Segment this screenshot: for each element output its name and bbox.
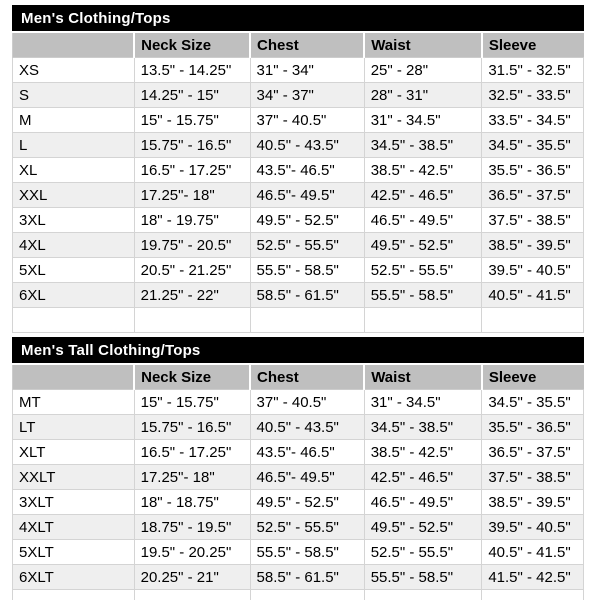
table-row-mt	[13, 390, 584, 415]
empty-cell	[250, 308, 364, 333]
measurement-cell: 49.5" - 52.5"	[364, 233, 482, 258]
table-row-xl	[13, 158, 584, 183]
empty-cell	[13, 308, 135, 333]
size-label: XLT	[13, 440, 135, 465]
measurement-cell: 20.5" - 21.25"	[134, 258, 250, 283]
measurement-cell: 52.5" - 55.5"	[364, 540, 482, 565]
measurement-cell: 37" - 40.5"	[250, 108, 364, 133]
table-row-xs	[13, 58, 584, 83]
table-body	[13, 58, 584, 333]
table-header-row	[13, 33, 584, 58]
column-header-blank	[13, 33, 135, 58]
size-label: 5XLT	[13, 540, 135, 565]
table-header-row	[13, 365, 584, 390]
measurement-cell: 16.5" - 17.25"	[134, 158, 250, 183]
column-header-neck-size: Neck Size	[134, 33, 250, 58]
measurement-cell: 16.5" - 17.25"	[134, 440, 250, 465]
header-row	[13, 33, 584, 58]
measurement-cell: 46.5"- 49.5"	[250, 183, 364, 208]
measurement-cell: 46.5" - 49.5"	[364, 208, 482, 233]
measurement-cell: 58.5" - 61.5"	[250, 283, 364, 308]
measurement-cell: 46.5"- 49.5"	[250, 465, 364, 490]
size-label: XL	[13, 158, 135, 183]
measurement-cell: 41.5" - 42.5"	[482, 565, 584, 590]
measurement-cell: 52.5" - 55.5"	[250, 515, 364, 540]
measurement-cell: 52.5" - 55.5"	[250, 233, 364, 258]
measurement-cell: 34.5" - 35.5"	[482, 133, 584, 158]
table-row-3xl	[13, 208, 584, 233]
measurement-cell: 31" - 34.5"	[364, 108, 482, 133]
measurement-cell: 15.75" - 16.5"	[134, 133, 250, 158]
column-header-waist: Waist	[364, 33, 482, 58]
measurement-cell: 40.5" - 41.5"	[482, 540, 584, 565]
size-table-mens-tall	[12, 365, 584, 600]
measurement-cell: 35.5" - 36.5"	[482, 158, 584, 183]
table-row-lt	[13, 415, 584, 440]
measurement-cell: 46.5" - 49.5"	[364, 490, 482, 515]
measurement-cell: 34.5" - 38.5"	[364, 415, 482, 440]
empty-cell	[364, 308, 482, 333]
measurement-cell: 17.25"- 18"	[134, 465, 250, 490]
measurement-cell: 33.5" - 34.5"	[482, 108, 584, 133]
measurement-cell: 18" - 19.75"	[134, 208, 250, 233]
table-title-mens-tall: Men's Tall Clothing/Tops	[12, 337, 584, 363]
measurement-cell: 58.5" - 61.5"	[250, 565, 364, 590]
measurement-cell: 55.5" - 58.5"	[364, 283, 482, 308]
measurement-cell: 31" - 34.5"	[364, 390, 482, 415]
table-row-m	[13, 108, 584, 133]
header-row	[13, 365, 584, 390]
measurement-cell: 37.5" - 38.5"	[482, 465, 584, 490]
measurement-cell: 32.5" - 33.5"	[482, 83, 584, 108]
measurement-cell: 49.5" - 52.5"	[364, 515, 482, 540]
table-row-4xlt	[13, 515, 584, 540]
empty-row	[13, 590, 584, 600]
size-label: LT	[13, 415, 135, 440]
measurement-cell: 40.5" - 43.5"	[250, 415, 364, 440]
measurement-cell: 25" - 28"	[364, 58, 482, 83]
measurement-cell: 34.5" - 35.5"	[482, 390, 584, 415]
column-header-sleeve: Sleeve	[482, 365, 584, 390]
measurement-cell: 39.5" - 40.5"	[482, 258, 584, 283]
measurement-cell: 39.5" - 40.5"	[482, 515, 584, 540]
column-header-chest: Chest	[250, 365, 364, 390]
size-chart-mens-tall	[12, 337, 584, 600]
table-row-5xl	[13, 258, 584, 283]
measurement-cell: 20.25" - 21"	[134, 565, 250, 590]
measurement-cell: 19.75" - 20.5"	[134, 233, 250, 258]
table-row-6xl	[13, 283, 584, 308]
measurement-cell: 17.25"- 18"	[134, 183, 250, 208]
empty-cell	[134, 308, 250, 333]
column-header-blank	[13, 365, 135, 390]
column-header-chest: Chest	[250, 33, 364, 58]
measurement-cell: 42.5" - 46.5"	[364, 183, 482, 208]
table-row-6xlt	[13, 565, 584, 590]
table-body	[13, 390, 584, 600]
measurement-cell: 37.5" - 38.5"	[482, 208, 584, 233]
measurement-cell: 34.5" - 38.5"	[364, 133, 482, 158]
measurement-cell: 55.5" - 58.5"	[250, 540, 364, 565]
measurement-cell: 18" - 18.75"	[134, 490, 250, 515]
empty-cell	[134, 590, 250, 600]
size-label: XS	[13, 58, 135, 83]
measurement-cell: 37" - 40.5"	[250, 390, 364, 415]
measurement-cell: 31" - 34"	[250, 58, 364, 83]
size-label: 6XL	[13, 283, 135, 308]
table-row-4xl	[13, 233, 584, 258]
empty-cell	[364, 590, 482, 600]
measurement-cell: 55.5" - 58.5"	[364, 565, 482, 590]
empty-cell	[482, 590, 584, 600]
size-label: XXL	[13, 183, 135, 208]
size-label: M	[13, 108, 135, 133]
measurement-cell: 40.5" - 43.5"	[250, 133, 364, 158]
measurement-cell: 38.5" - 42.5"	[364, 440, 482, 465]
measurement-cell: 15" - 15.75"	[134, 390, 250, 415]
size-label: 4XLT	[13, 515, 135, 540]
table-row-3xlt	[13, 490, 584, 515]
size-table-mens	[12, 33, 584, 333]
size-label: 5XL	[13, 258, 135, 283]
measurement-cell: 31.5" - 32.5"	[482, 58, 584, 83]
measurement-cell: 38.5" - 42.5"	[364, 158, 482, 183]
measurement-cell: 40.5" - 41.5"	[482, 283, 584, 308]
measurement-cell: 15.75" - 16.5"	[134, 415, 250, 440]
measurement-cell: 52.5" - 55.5"	[364, 258, 482, 283]
size-label: L	[13, 133, 135, 158]
column-header-sleeve: Sleeve	[482, 33, 584, 58]
size-chart-mens	[12, 5, 584, 333]
table-row-xxlt	[13, 465, 584, 490]
size-label: 3XLT	[13, 490, 135, 515]
table-row-xlt	[13, 440, 584, 465]
measurement-cell: 34" - 37"	[250, 83, 364, 108]
column-header-waist: Waist	[364, 365, 482, 390]
measurement-cell: 28" - 31"	[364, 83, 482, 108]
size-label: 4XL	[13, 233, 135, 258]
table-row-s	[13, 83, 584, 108]
measurement-cell: 15" - 15.75"	[134, 108, 250, 133]
measurement-cell: 21.25" - 22"	[134, 283, 250, 308]
column-header-neck-size: Neck Size	[134, 365, 250, 390]
measurement-cell: 36.5" - 37.5"	[482, 183, 584, 208]
measurement-cell: 49.5" - 52.5"	[250, 490, 364, 515]
measurement-cell: 43.5"- 46.5"	[250, 158, 364, 183]
size-label: S	[13, 83, 135, 108]
measurement-cell: 38.5" - 39.5"	[482, 233, 584, 258]
measurement-cell: 19.5" - 20.25"	[134, 540, 250, 565]
empty-row	[13, 308, 584, 333]
table-row-l	[13, 133, 584, 158]
size-label: 3XL	[13, 208, 135, 233]
table-row-xxl	[13, 183, 584, 208]
table-title-mens: Men's Clothing/Tops	[12, 5, 584, 31]
empty-cell	[250, 590, 364, 600]
measurement-cell: 43.5"- 46.5"	[250, 440, 364, 465]
measurement-cell: 35.5" - 36.5"	[482, 415, 584, 440]
measurement-cell: 13.5" - 14.25"	[134, 58, 250, 83]
measurement-cell: 18.75" - 19.5"	[134, 515, 250, 540]
size-label: XXLT	[13, 465, 135, 490]
size-label: 6XLT	[13, 565, 135, 590]
measurement-cell: 49.5" - 52.5"	[250, 208, 364, 233]
measurement-cell: 38.5" - 39.5"	[482, 490, 584, 515]
measurement-cell: 36.5" - 37.5"	[482, 440, 584, 465]
measurement-cell: 42.5" - 46.5"	[364, 465, 482, 490]
measurement-cell: 14.25" - 15"	[134, 83, 250, 108]
empty-cell	[482, 308, 584, 333]
measurement-cell: 55.5" - 58.5"	[250, 258, 364, 283]
table-row-5xlt	[13, 540, 584, 565]
size-label: MT	[13, 390, 135, 415]
empty-cell	[13, 590, 135, 600]
